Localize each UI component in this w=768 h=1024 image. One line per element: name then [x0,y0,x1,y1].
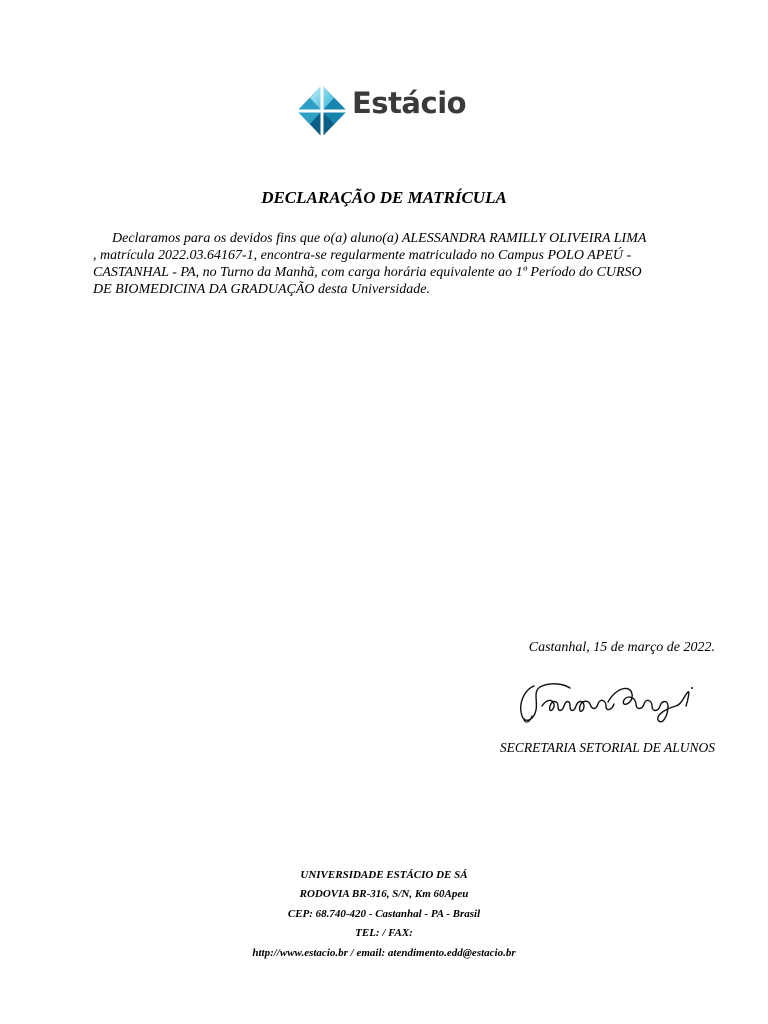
body-line: DE BIOMEDICINA DA GRADUAÇÃO desta Universidade. [93,282,430,297]
footer-postal-code: CEP: 68.740-420 - Castanhal - PA - Brasil [287,907,481,920]
document-title: DECLARAÇÃO DE MATRÍCULA [261,188,507,207]
body-line: Declaramos para os devidos fins que o(a) aluno(a) ALESSANDRA RAMILLY OLIVEIRA LIMA [112,231,647,246]
handwritten-signature [512,676,708,728]
estacio-logo [296,84,476,138]
place-and-date: Castanhal, 15 de março de 2022. [528,640,715,655]
footer-institution-name: UNIVERSIDADE ESTÁCIO DE SÁ [300,869,468,881]
declaration-body [93,230,711,298]
footer-address: RODOVIA BR-316, S/N, Km 60Apeu [299,888,469,901]
logo-wordmark: Estácio [352,86,467,120]
footer-website-email: http://www.estacio.br / email: atendimento.edd@estacio.br [252,946,516,959]
body-line: CASTANHAL - PA, no Turno da Manhã, com carga horária equivalente ao 1º Período do CURSO [93,265,642,280]
body-line: , matrícula 2022.03.64167-1, encontra-se regularmente matriculado no Campus POLO APEÚ - [93,248,632,263]
footer-phone-fax: TEL: / FAX: [355,927,413,940]
institution-footer [0,866,768,963]
diamond-logo-icon [296,84,348,138]
signatory-department: SECRETARIA SETORIAL DE ALUNOS [499,740,715,755]
